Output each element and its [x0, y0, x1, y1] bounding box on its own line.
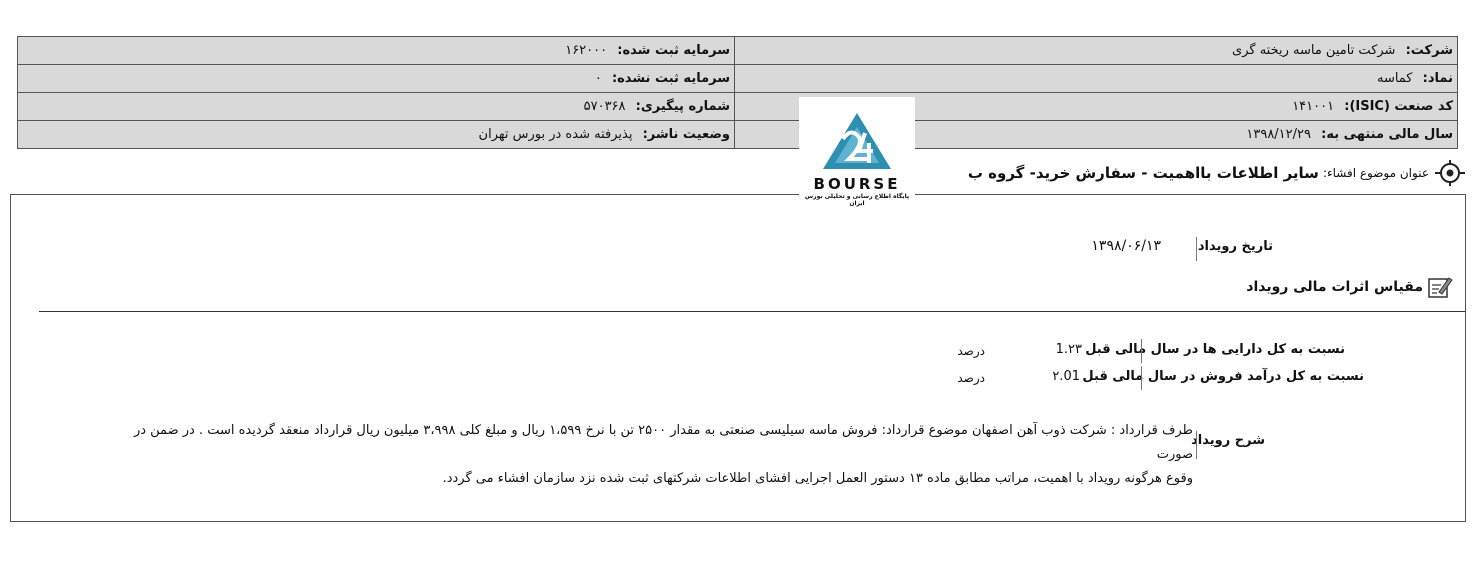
header-info-table [17, 36, 1458, 149]
registered-capital-label: سرمایه ثبت شده: [617, 43, 730, 58]
financial-effects-heading [1246, 275, 1453, 299]
description-label: شرح رویداد [1191, 433, 1265, 448]
disclosure-subject [968, 160, 1465, 186]
header-row [18, 121, 1458, 149]
description-line: وقوع هرگونه رویداد با اهمیت، مراتب مطابق ماده ۱۳ دستور العمل اجرایی افشای اطلاعات شرکتهای ثبت شده نزد سازمان افشاء می گردد. [442, 471, 1193, 486]
ratio-label: نسبت به کل دارایی ها در سال مالی قبل [1085, 342, 1345, 357]
tracking-value: ۵۷۰۳۶۸ [583, 99, 626, 114]
section-title: مقیاس اثرات مالی رویداد [1246, 279, 1423, 295]
publisher-status-label: وضعیت ناشر: [642, 127, 730, 142]
fiscal-year-value: ۱۳۹۸/۱۲/۲۹ [1246, 127, 1311, 142]
subject-value: سایر اطلاعات بااهمیت - سفارش خرید- گروه ب [967, 164, 1319, 182]
edit-document-icon [1427, 275, 1453, 299]
event-description [133, 419, 1193, 491]
header-row [18, 93, 1458, 121]
isic-label: کد صنعت (ISIC): [1344, 99, 1453, 114]
separator [1141, 366, 1142, 390]
registered-capital-value: ۱۶۲۰۰۰ [565, 43, 608, 58]
bourse-logo [799, 97, 915, 205]
logo-mark-icon [799, 97, 915, 177]
fiscal-year-label: سال مالی منتهی به: [1321, 127, 1453, 142]
target-icon [1435, 160, 1465, 186]
logo-wordmark: BOURSE [813, 175, 901, 193]
company-label: شرکت: [1405, 43, 1453, 58]
subject-label: عنوان موضوع افشاء: [1322, 166, 1429, 180]
ratio-unit: درصد [957, 371, 985, 385]
separator [1196, 431, 1197, 459]
tracking-label: شماره پیگیری: [635, 99, 730, 114]
registered-capital-cell [18, 37, 735, 65]
isic-value: ۱۴۱۰۰۱ [1292, 99, 1335, 114]
symbol-label: نماد: [1422, 71, 1453, 86]
publisher-status-cell [18, 121, 735, 149]
header-row [18, 65, 1458, 93]
description-line: طرف قرارداد : شرکت ذوب آهن اصفهان موضوع قرارداد: فروش ماسه سیلیسی صنعتی به مقدار ۲۵۰۰ تن با نرخ ۱،۵۹۹ ریال و مبلغ کلی ۳،۹۹۸ میلیون ریال قرارداد منعقد گردیده است . در ضمن در صورت [133, 423, 1193, 462]
ratio-value: ۲.01 [1052, 369, 1080, 384]
logo-subtitle: پایگاه اطلاع رسانی و تحلیلی بورس ایران [804, 193, 910, 207]
ratio-value: 1.۲۳ [1055, 342, 1082, 357]
separator [1196, 237, 1197, 261]
symbol-value: کماسه [1376, 71, 1413, 86]
company-cell [735, 37, 1458, 65]
separator [1141, 339, 1142, 363]
tracking-cell [18, 93, 735, 121]
ratio-label: نسبت به کل درآمد فروش در سال مالی قبل [1082, 369, 1364, 384]
event-panel [10, 194, 1466, 522]
section-divider [39, 311, 1465, 312]
unregistered-capital-cell [18, 65, 735, 93]
unregistered-capital-value: ۰ [594, 71, 602, 86]
header-row [18, 37, 1458, 65]
unregistered-capital-label: سرمایه ثبت نشده: [611, 71, 730, 86]
event-date-label: تاریخ رویداد [1197, 239, 1273, 254]
symbol-cell [735, 65, 1458, 93]
publisher-status-value: پذیرفته شده در بورس تهران [478, 127, 633, 142]
ratio-unit: درصد [957, 344, 985, 358]
company-value: شرکت تامین ماسه ریخته گری [1232, 43, 1396, 58]
event-date-value: ۱۳۹۸/۰۶/۱۳ [1091, 238, 1161, 254]
